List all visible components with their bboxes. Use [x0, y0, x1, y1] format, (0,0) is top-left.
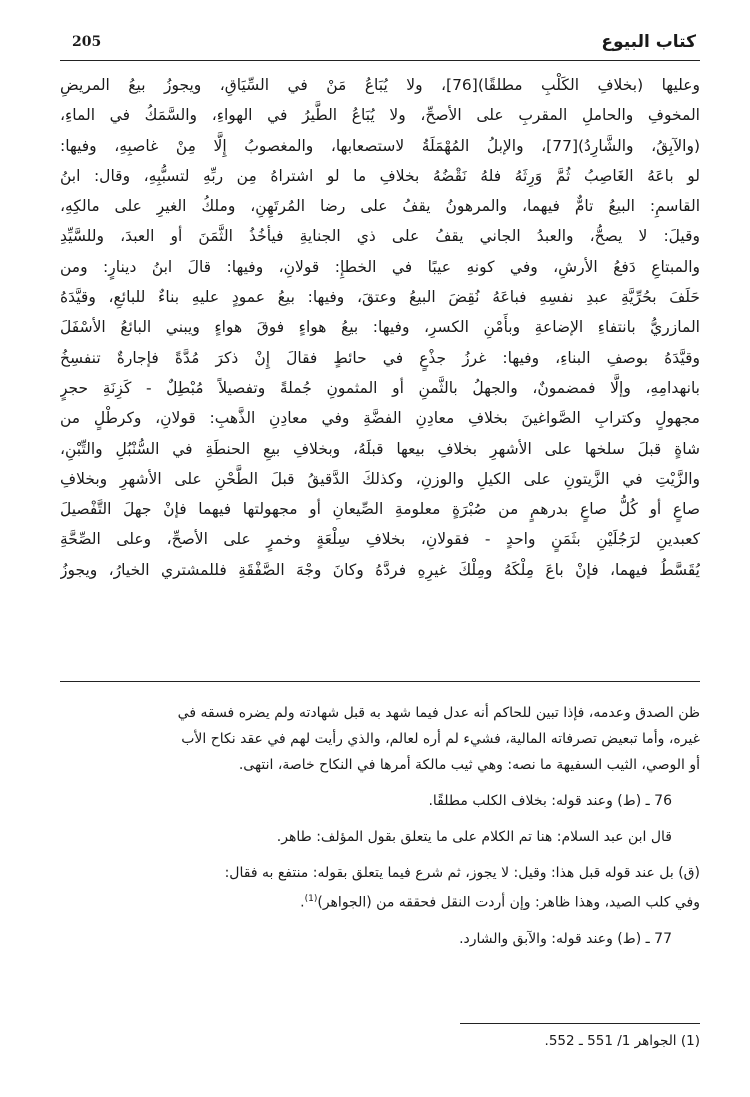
- running-title: كتاب البيوع: [601, 32, 696, 52]
- note-line: غيره، وأما تبعيض تصرفاته المالية، فشيء لم أره لعالم، والذي رأيت لهم في عقد نكاح الأب: [181, 731, 700, 747]
- main-line: شاةٍ قبلَ سلخها على الأشهرِ بخلافِ بيعها قبلَهُ، وبخلافِ بيعِ الحنطَةِ في السُّنْبُلِ والتِّبْنِ،: [60, 439, 700, 458]
- note-line: 76 ـ (ط) وعند قوله: بخلاف الكلب مطلقًا.: [428, 793, 672, 809]
- main-line: حَلَفَ بحُرِّيَّةِ عبدِ نفسِهِ فباعَهُ نُقِضَ البيعُ وعتقَ، وفيها: بيعُ عمودٍ عليهِ بناءٌ للبائعِ، وقيَّدَهُ: [60, 288, 700, 307]
- page-number: 205: [72, 34, 102, 50]
- commentary-notes: [60, 700, 700, 952]
- main-line: والمبتاعِ دَفعُ الأرشِ، وفي كونهِ عيبًا في الخطإِ: قولانِ، وفيها: قالَ ابنُ دينارٍ: ومن: [60, 257, 700, 276]
- note-line: ظن الصدق وعدمه، فإذا تبين للحاكم أنه عدل فيما شهد به قبل شهادته ولم يضره فسقه في: [177, 705, 700, 721]
- notes-separator: [60, 681, 700, 682]
- main-line: كعبدينِ لرَجُلَيْنِ بثَمَنٍ واحدٍ - فقولانِ، بخلافِ سِلْعَةٍ وخمرٍ على الأصحِّ، وعلى الصِّحَّةِ: [60, 530, 700, 549]
- footnote-ref: (1): [304, 894, 318, 904]
- main-line: وقيَّدَهُ بوصفِ البناءِ، وفيها: غرزُ جذْعٍ في حائطٍ فقالَ إِنْ ذكرَ مُدَّةً فإجارةٌ تنفسِخُ: [60, 348, 700, 367]
- header-rule: [60, 60, 700, 61]
- book-page: [60, 28, 700, 1078]
- note-paragraph: [60, 700, 700, 778]
- main-line: مجهولٍ وكترابِ الصَّواغينَ بخلافِ معادِنِ الفضَّةِ وفي معادِنِ الذَّهبِ: قولانِ، وكرطْلٍ من: [60, 409, 700, 428]
- note-line: قال ابن عبد السلام: هنا تم الكلام على ما يتعلق بقول المؤلف: طاهر.: [276, 829, 672, 845]
- main-line: المخوفِ والحاملِ المقربِ على الأصحِّ، ولا يُبَاعُ الطَّيرُ في الهواءِ، والسَّمَكُ في الماءِ،: [60, 106, 700, 125]
- main-line: وعليها (بخلافِ الكَلْبِ مطلقًا)[76]، ولا يُبَاعُ مَنْ في السِّيَاقِ، ويجوزُ بيعُ المريضِ: [60, 76, 700, 94]
- main-line: المازريُّ بانتفاءِ الإضاعةِ وبأَمْنِ الكسرِ، وفيها: بيعُ هواءٍ فوقَ هواءٍ ويبني البائعُ الأسْفَلَ: [60, 318, 700, 337]
- note-paragraph-76: [60, 788, 700, 814]
- note-paragraph-77: [60, 926, 700, 952]
- main-line: يُقَسَّطُ فيهما، فإنْ باعَ مِلْكَهُ ومِلْكَ غيرِهِ فردَّهُ وكانَ وجْهَ الصَّفْقَةِ فللمشتري الخيارُ، ويجوزُ: [60, 560, 700, 579]
- main-line: القاسمِ: البيعُ تامٌّ فيهما، والمرهونُ يقفُ على رضا المُرتَهِنِ، وملكُ الغيرِ على مالكِهِ،: [60, 197, 700, 216]
- note-line-text: وفي كلب الصيد، وهذا ظاهر: وإن أردت النقل فحققه من (الجواهر): [317, 894, 700, 911]
- note-line: 77 ـ (ط) وعند قوله: والآبق والشارد.: [459, 930, 672, 947]
- main-line: والزَّيْتِ في الزَّيتونِ على الكيلِ والوزنِ، وكذلكَ الدَّقيقُ قبلَ الطَّحْنِ على الأشهرِ وبخلافِ: [60, 469, 700, 488]
- page-header: [60, 28, 700, 58]
- note-line: وفي كلب الصيد، وهذا ظاهر: وإن أردت النقل فحققه من (الجواهر)$^{(1)}$.: [300, 894, 700, 911]
- note-line: (ق) بل عند قوله قبل هذا: وقيل: لا يجوز، ثم شرع فيما يتعلق بقوله: منتفع به فقال:: [224, 865, 700, 881]
- main-line: (والآبِقُ، والشَّارِدُ)[77]، والإبلُ المُهْمَلَةُ لاستصعابها، والمغصوبُ إِلَّا مِنْ غاصبِهِ، وفيها:: [60, 136, 700, 155]
- main-line: صاعٍ أو كُلُّ صاعٍ بدرهمٍ من صُبْرَةٍ معلومةِ الصِّيعانِ أو مجهولتها فيهما فإنْ جهلَ التَّفْصيلَ: [60, 500, 700, 519]
- main-line: لو باعَهُ الغَاصِبُ ثُمَّ وَرِثَهُ فلهُ نَقْضُهُ بخلافِ ما لو اشتراهُ مِن ربِّهِ لتسبُّبِهِ، وقال: ابنُ: [60, 166, 700, 185]
- note-line: أو الوصي، الثيب السفيهة ما نصه: وهي ثيب مالكة أمرها في النكاح خاصة، انتهى.: [238, 757, 700, 773]
- note-paragraph: [60, 824, 700, 850]
- main-line: وقيلَ: لا يصحُّ، والعبدُ الجاني يقفُ على ذي الجنايةِ فيأخُذُ الثَّمَنَ أو العبدَ، وللسَّيِّدِ: [60, 227, 700, 246]
- footnote-rule: [460, 1023, 700, 1024]
- main-line: بانهدامِهِ، وإلَّا فمضمونٌ، والجهلُ بالثَّمنِ أو المثمونِ جُملةً وتفصيلاً مُبْطِلٌ - كَزِنَةِ حجرٍ: [60, 378, 700, 397]
- main-text: [60, 70, 700, 585]
- note-paragraph: [60, 860, 700, 916]
- footnote: (1) الجواهر 1/ 551 ـ 552.: [544, 1033, 700, 1049]
